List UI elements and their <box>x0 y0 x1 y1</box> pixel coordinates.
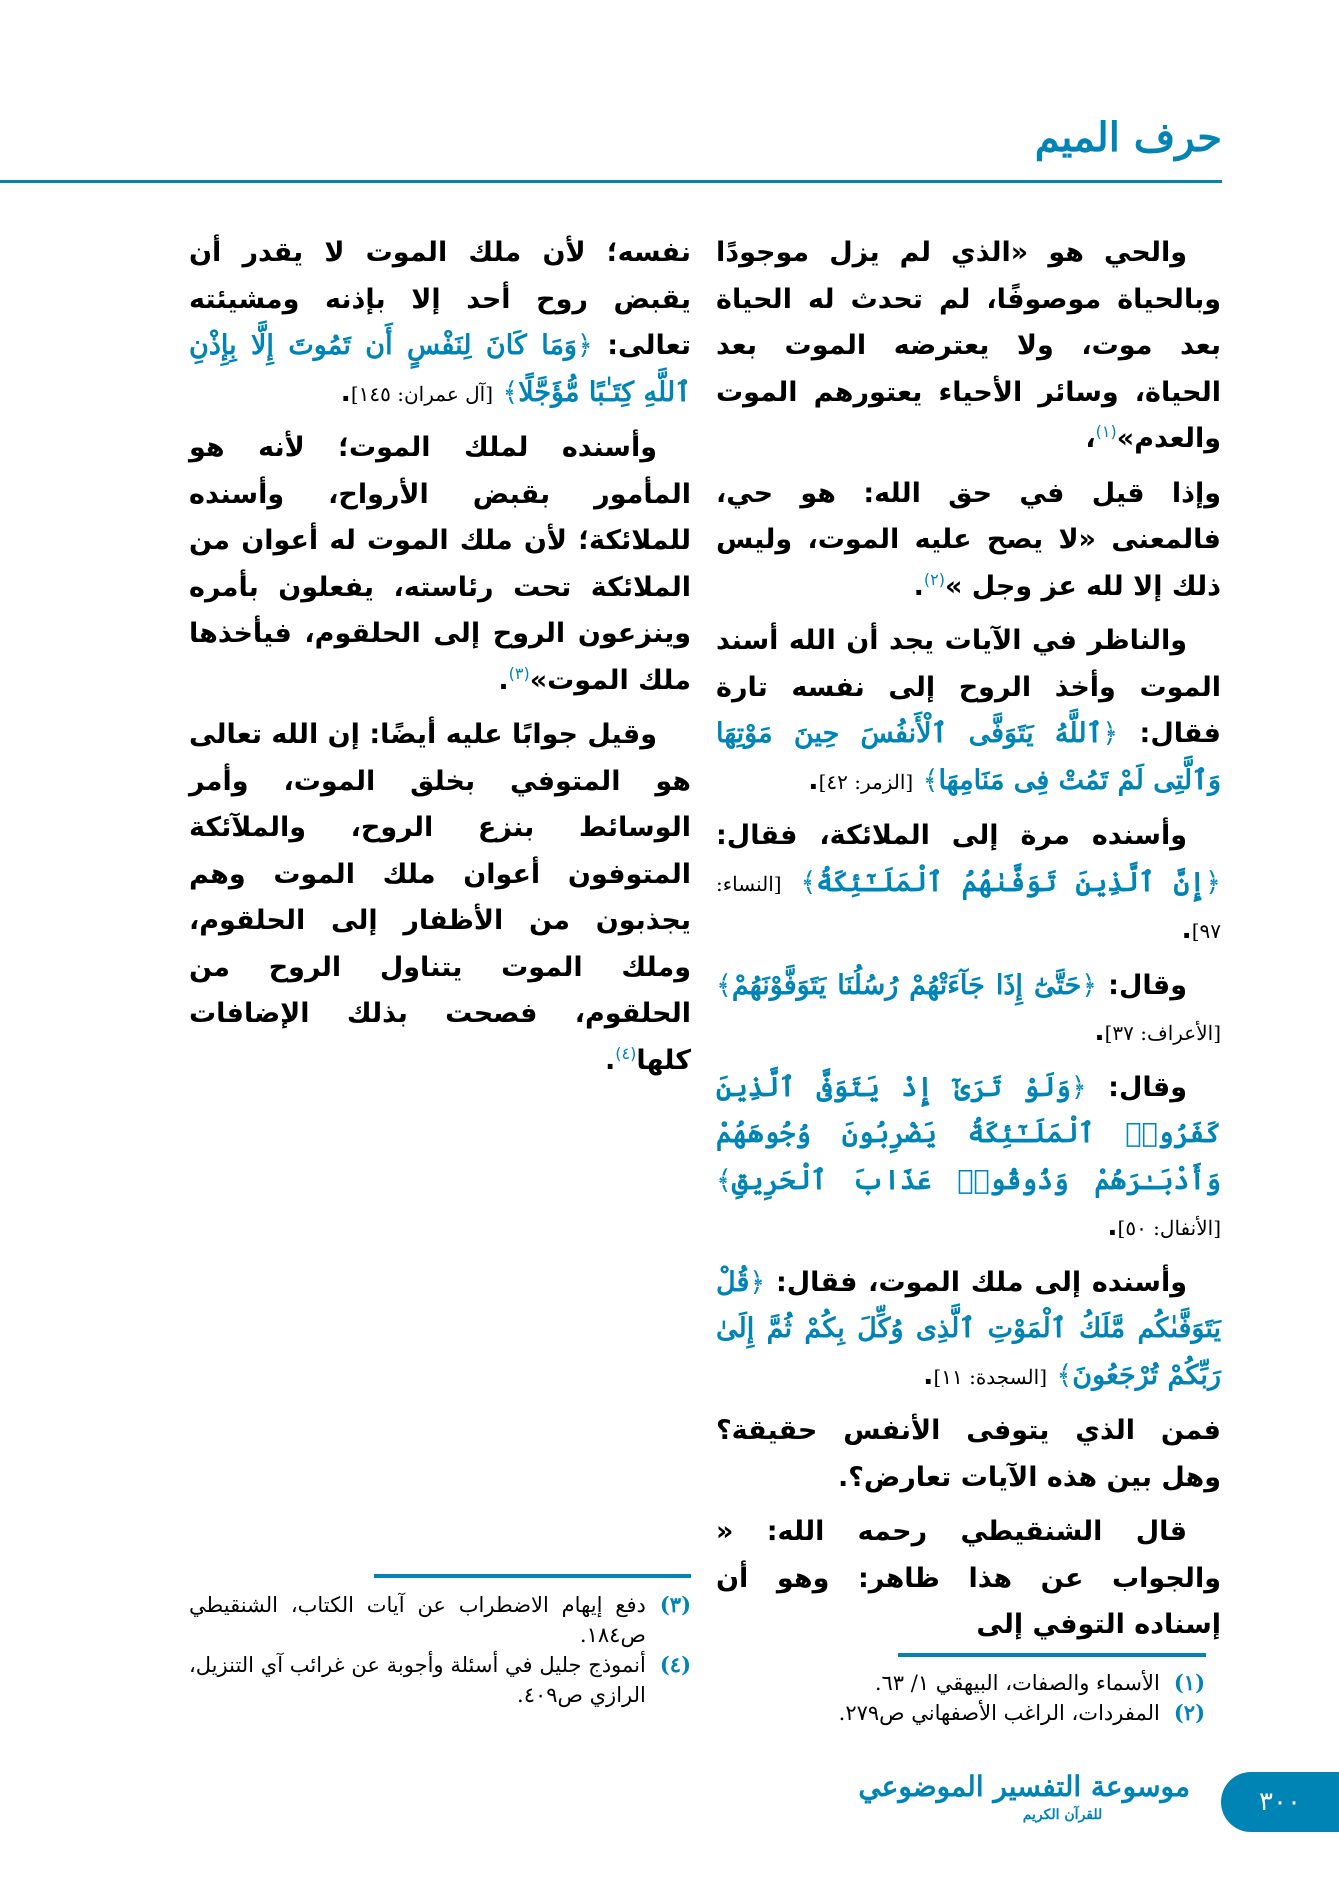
paragraph-text: قال الشنقيطي رحمه الله: « والجواب عن هذا ظاهر: وهو أن إسناده التوفي إلى <box>716 1516 1221 1640</box>
question-paragraph <box>716 1408 1221 1501</box>
ornate-bracket-close-icon: ﴾ <box>922 764 939 796</box>
ornate-bracket-open-icon: ﴿ <box>1205 866 1221 898</box>
footnote-divider <box>374 1574 691 1578</box>
punctuation: . <box>604 1044 616 1076</box>
footnote-item <box>189 1590 691 1650</box>
footnote-item <box>189 1650 691 1710</box>
paragraph-text: وقيل جوابًا عليه أيضًا: إن الله تعالى هو المتوفي بخلق الموت، وأمر الوسائط بنزع الروح، والملآئكة المتوفون أعوان ملك الموت وهم يجذبون من الأظفار إلى الحلقوم، وملك الموت يتناول الروح من الحلقوم، فصحت بذلك الإضافات كلها <box>189 719 691 1076</box>
logo-title: موسوعة التفسير الموضوعي <box>858 1770 1190 1803</box>
paragraph <box>189 425 691 704</box>
paragraph <box>716 230 1221 463</box>
paragraph <box>716 471 1221 611</box>
footnote-number: (٣) <box>659 1592 691 1617</box>
paragraph-text: والحي هو «الذي لم يزل موجودًا وبالحياة موصوفًا، لم تحدث له الحياة بعد موت، ولا يعترضه الموت بعد الحياة، وسائر الأحياء يعتورهم الموت والعدم» <box>716 237 1221 454</box>
footnote-number: (١) <box>1173 1670 1205 1695</box>
verse-text: حَتَّىٰٓ إِذَا جَآءَتْهُمْ رُسُلُنَا يَتَوَفَّوْنَهُمْ <box>731 969 1082 1001</box>
punctuation: . <box>808 764 819 796</box>
ornate-bracket-open-icon: ﴿ <box>749 1266 766 1298</box>
footnote-item <box>725 1698 1205 1728</box>
ornate-bracket-close-icon: ﴾ <box>716 969 732 1001</box>
quran-verse <box>716 970 1097 1001</box>
encyclopedia-logo <box>858 1768 1190 1838</box>
paragraph-text: فمن الذي يتوفى الأنفس حقيقة؟ وهل بين هذه الآيات تعارض؟. <box>716 1415 1221 1493</box>
paragraph-text: وأسنده إلى ملك الموت، فقال: <box>775 1266 1187 1298</box>
right-column <box>716 230 1221 1657</box>
footnotes-right <box>725 1668 1205 1728</box>
paragraph-text: وقال: <box>1108 1071 1187 1103</box>
footnote-marker[interactable]: (٤) <box>615 1043 637 1063</box>
verse-text: وَمَا كَانَ لِنَفْسٍ أَن تَمُوتَ إِلَّا بِإِذْنِ ٱللَّهِ كِتَـٰبًا مُّؤَجَّلًا <box>189 330 691 408</box>
paragraph-text: وأسنده مرة إلى الملائكة، فقال: <box>716 820 1187 851</box>
footnote-marker[interactable]: (٢) <box>923 569 945 589</box>
punctuation: . <box>340 376 351 408</box>
punctuation: . <box>923 1359 934 1391</box>
footnote-marker[interactable]: (١) <box>1095 422 1117 441</box>
paragraph-text: والناظر في الآيات يجد أن الله أسند الموت وأخذ الروح إلى نفسه تارة فقال: <box>716 625 1221 749</box>
footnote-marker[interactable]: (٣) <box>508 663 530 683</box>
paragraph <box>716 813 1221 955</box>
header-divider <box>0 180 1222 183</box>
verse-reference: [الأعراف: ٣٧] <box>1104 1021 1221 1045</box>
quran-verse <box>800 867 1221 898</box>
footnote-text: دفع إيهام الاضطراب عن آيات الكتاب، الشنقيطي ص١٨٤. <box>189 1593 646 1647</box>
footnote-divider <box>898 1653 1206 1657</box>
punctuation: . <box>1181 914 1192 945</box>
punctuation: ، <box>1085 423 1096 454</box>
paragraph-text: وقال: <box>1108 969 1187 1001</box>
paragraph <box>716 618 1221 805</box>
verse-reference: [النساء: ٩٧] <box>716 871 1221 943</box>
ornate-bracket-open-icon: ﴿ <box>1102 718 1119 749</box>
chapter-title: حرف الميم <box>1034 114 1222 161</box>
logo-subtitle: للقرآن الكريم <box>1022 1807 1103 1823</box>
footnote-text: الأسماء والصفات، البيهقي ١/ ٦٣. <box>874 1671 1160 1695</box>
footnote-item <box>725 1668 1205 1698</box>
footnotes-left <box>189 1590 691 1710</box>
punctuation: . <box>498 664 509 696</box>
paragraph <box>716 1260 1221 1401</box>
verse-reference: [السجدة: ١١] <box>933 1364 1048 1389</box>
footnote-text: المفردات، الراغب الأصفهاني ص٢٧٩. <box>838 1701 1160 1725</box>
ornate-bracket-close-icon: ﴾ <box>800 866 817 898</box>
ornate-bracket-open-icon: ﴿ <box>1070 1071 1087 1103</box>
verse-text: وَلَوْ تَرَىٰٓ إِذْ يَتَوَفَّى ٱلَّذِينَ كَفَرُوا۟ ٱلْمَلَـٰٓئِكَةُ يَضْرِبُونَ وُجُوهَهُمْ وَأَدْبَـٰرَهُمْ وَذُوقُوا۟ عَذَابَ ٱلْحَرِيقِ <box>716 1071 1221 1196</box>
paragraph <box>716 1065 1221 1252</box>
ornate-bracket-close-icon: ﴾ <box>1056 1359 1073 1391</box>
punctuation: . <box>1107 1211 1118 1242</box>
paragraph <box>716 963 1221 1057</box>
ornate-bracket-open-icon: ﴿ <box>1081 969 1098 1001</box>
paragraph-text: نفسه؛ لأن ملك الموت لا يقدر أن يقبض روح أحد إلا بإذنه ومشيئته تعالى: <box>189 237 691 361</box>
ornate-bracket-close-icon: ﴾ <box>716 1164 732 1196</box>
verse-reference: [آل عمران: ١٤٥] <box>350 381 493 406</box>
paragraph-text: وإذا قيل في حق الله: هو حي، فالمعنى «لا يصح عليه الموت، وليس ذلك إلا لله عز وجل » <box>716 477 1221 602</box>
left-column <box>189 230 691 1092</box>
verse-text: إِنَّ ٱلَّذِينَ تَوَفَّىٰهُمُ ٱلْمَلَـٰٓئِكَةُ <box>816 866 1206 898</box>
verse-reference: [الأنفال: ٥٠] <box>1117 1216 1221 1240</box>
paragraph <box>189 712 691 1084</box>
ornate-bracket-open-icon: ﴿ <box>576 330 593 361</box>
punctuation: . <box>913 570 924 602</box>
footnote-number: (٢) <box>1173 1700 1205 1725</box>
footnote-text: أنموذج جليل في أسئلة وأجوبة عن غرائب آي التنزيل، الرازي ص٤٠٩. <box>189 1653 646 1707</box>
ornate-bracket-close-icon: ﴾ <box>502 376 519 408</box>
verse-text: ٱللَّهُ يَتَوَفَّى ٱلْأَنفُسَ حِينَ مَوْتِهَا وَٱلَّتِى لَمْ تَمُتْ فِى مَنَامِهَا <box>716 718 1221 796</box>
paragraph <box>716 1509 1221 1649</box>
verse-text: قُلْ يَتَوَفَّىٰكُم مَّلَكُ ٱلْمَوْتِ ٱلَّذِى وُكِّلَ بِكُمْ ثُمَّ إِلَىٰ رَبِّكُمْ تُرْجَعُونَ <box>716 1266 1221 1391</box>
paragraph <box>189 230 691 417</box>
verse-reference: [الزمر: ٤٢] <box>818 769 914 794</box>
footnote-number: (٤) <box>659 1652 691 1677</box>
paragraph-text: وأسنده لملك الموت؛ لأنه هو المأمور بقبض الأرواح، وأسنده للملائكة؛ لأن ملك الموت له أعوان من الملائكة تحت رئاسته، يفعلون بأمره وينزعون الروح إلى الحلقوم، فيأخذها ملك الموت» <box>189 432 691 696</box>
page-number: ٣٠٠ <box>1221 1772 1339 1832</box>
punctuation: . <box>1094 1016 1105 1047</box>
